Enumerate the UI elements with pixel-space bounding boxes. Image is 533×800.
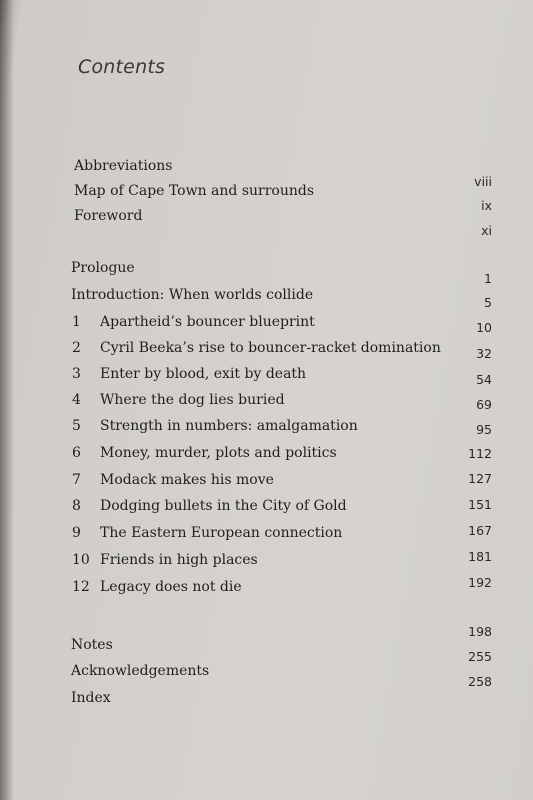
chapter-number: 7: [72, 472, 81, 488]
page-title: Contents: [78, 56, 166, 78]
chapter-title: Legacy does not die: [100, 579, 242, 595]
chapter-number: 10: [72, 552, 90, 568]
chapter-title: Cyril Beeka’s rise to bouncer-racket domination: [100, 340, 441, 356]
page-number: 54: [476, 372, 492, 387]
toc-chapter: [72, 579, 242, 595]
page-number: 151: [468, 497, 492, 512]
toc-chapter: [72, 525, 342, 541]
page-number: 127: [468, 471, 492, 486]
chapter-number: 5: [72, 418, 81, 434]
toc-entry-acknowledgements: Acknowledgements: [71, 663, 210, 679]
toc-entry-abbreviations: Abbreviations: [74, 158, 173, 174]
toc-chapter: [72, 418, 358, 434]
toc-chapter: [72, 498, 347, 514]
chapter-number: 9: [72, 525, 81, 541]
toc-chapter: [72, 314, 315, 330]
chapter-title: Apartheid’s bouncer blueprint: [100, 314, 315, 330]
chapter-number: 8: [72, 498, 81, 514]
page-number: 255: [468, 649, 492, 664]
page-number: xi: [481, 223, 492, 238]
chapter-number: 12: [72, 579, 90, 595]
chapter-number: 4: [72, 392, 81, 408]
chapter-number: 2: [72, 340, 81, 356]
chapter-number: 1: [72, 314, 81, 330]
spine-shadow: [0, 0, 14, 800]
chapter-title: Dodging bullets in the City of Gold: [100, 498, 347, 514]
page-number: 1: [484, 271, 492, 286]
page-number: 167: [468, 523, 492, 538]
toc-entry-notes: Notes: [71, 637, 113, 653]
toc-entry-prologue: Prologue: [71, 260, 135, 276]
page-number: 198: [468, 624, 492, 639]
chapter-title: Friends in high places: [100, 552, 258, 568]
chapter-title: Enter by blood, exit by death: [100, 366, 307, 382]
toc-entry-map: Map of Cape Town and surrounds: [74, 183, 315, 199]
toc-chapter: [72, 472, 274, 488]
page-number: 5: [484, 295, 492, 310]
page-number: 69: [476, 397, 492, 412]
chapter-title: The Eastern European connection: [100, 525, 343, 541]
toc-entry-index: Index: [71, 690, 111, 706]
toc-chapter: [72, 392, 285, 408]
chapter-number: 3: [72, 366, 81, 382]
toc-chapter: [72, 340, 441, 356]
page-number: viii: [474, 174, 492, 189]
chapter-title: Where the dog lies buried: [100, 392, 285, 408]
toc-chapter: [72, 366, 306, 382]
toc-entry-foreword: Foreword: [74, 208, 143, 224]
toc-entry-introduction: Introduction: When worlds collide: [71, 287, 314, 303]
chapter-number: 6: [72, 445, 81, 461]
page-number: 258: [468, 674, 492, 689]
chapter-title: Money, murder, plots and politics: [100, 445, 337, 461]
page-number: 32: [476, 346, 492, 361]
page-number: 95: [476, 422, 492, 437]
page-number: ix: [481, 198, 492, 213]
page-number: 10: [476, 320, 492, 335]
chapter-title: Strength in numbers: amalgamation: [100, 418, 358, 434]
page-number: 181: [468, 549, 492, 564]
chapter-title: Modack makes his move: [100, 472, 274, 488]
toc-chapter: [72, 552, 258, 568]
toc-chapter: [72, 445, 337, 461]
page-number: 192: [468, 575, 492, 590]
page-number: 112: [468, 446, 492, 461]
